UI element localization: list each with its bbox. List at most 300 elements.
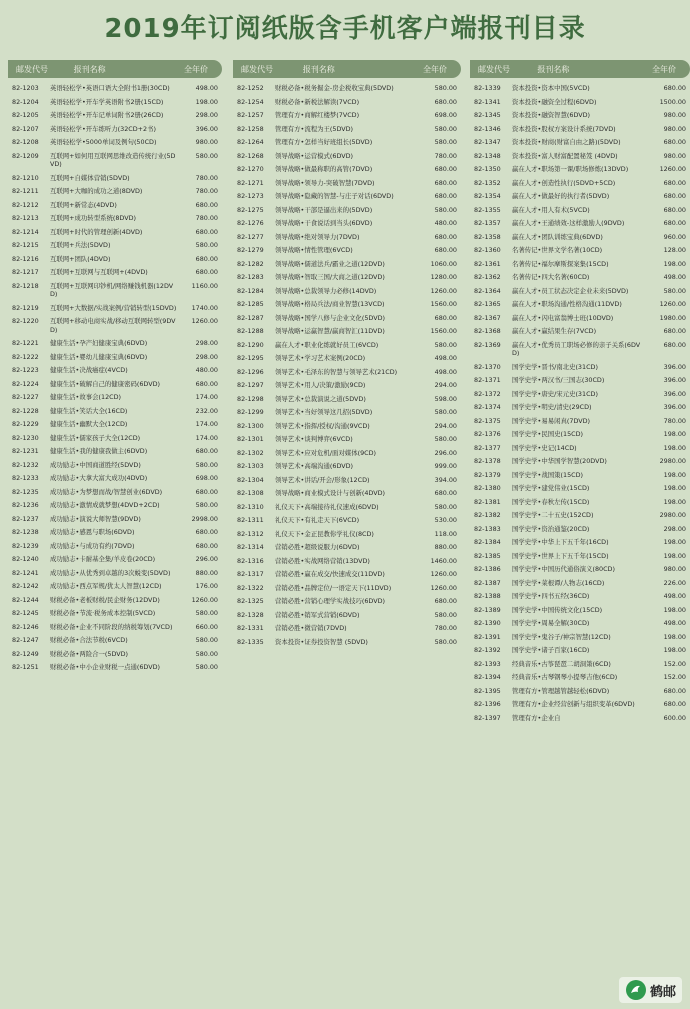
catalog-rows <box>233 82 461 649</box>
catalog-code: 82-1290 <box>237 340 264 349</box>
catalog-row <box>233 568 461 582</box>
column-header <box>470 60 690 78</box>
catalog-rows <box>8 82 222 675</box>
catalog-price: 118.00 <box>434 529 457 538</box>
catalog-row <box>233 555 461 569</box>
catalog-code: 82-1285 <box>237 300 264 308</box>
catalog-row <box>233 460 461 474</box>
catalog-price: 152.00 <box>663 659 686 668</box>
catalog-row <box>233 298 461 312</box>
catalog-code: 82-1257 <box>237 111 264 119</box>
catalog-code: 82-1381 <box>474 497 501 506</box>
catalog-price: 498.00 <box>663 273 686 281</box>
catalog-code: 82-1236 <box>12 501 39 509</box>
catalog-price: 680.00 <box>434 192 457 200</box>
catalog-price: 580.00 <box>195 649 218 658</box>
catalog-title: 财税必备•节流·税务成本控制(5VCD) <box>50 609 156 617</box>
catalog-price: 680.00 <box>434 313 457 322</box>
catalog-title: 营销必胜•品牌定位/一语定天下(11DVD) <box>275 583 392 592</box>
catalog-title: 国学史学•世界上下五千年(15CD) <box>512 551 609 560</box>
catalog-price: 580.00 <box>195 609 218 617</box>
catalog-row <box>8 212 222 226</box>
catalog-code: 82-1345 <box>474 111 501 119</box>
catalog-price: 680.00 <box>663 192 686 200</box>
catalog-price: 174.00 <box>195 420 218 428</box>
catalog-title: 领导艺术•用人/决策/激励(9CD) <box>275 381 366 389</box>
catalog-title: 领导战略•做最称职的高管(7DVD) <box>275 165 373 173</box>
catalog-price: 680.00 <box>434 165 457 173</box>
catalog-price: 1560.00 <box>430 300 457 308</box>
catalog-row <box>233 393 461 407</box>
catalog-code: 82-1223 <box>12 366 39 374</box>
catalog-column-1 <box>8 60 222 675</box>
catalog-row <box>233 123 461 137</box>
catalog-price: 680.00 <box>663 686 686 695</box>
catalog-title: 互联网+移动电商实战/移动互联网转型(9DVD) <box>50 317 176 334</box>
catalog-code: 82-1209 <box>12 151 39 160</box>
catalog-price: 680.00 <box>663 340 686 349</box>
catalog-row <box>233 109 461 123</box>
catalog-title: 财税必备•中小企业财税一点通(6DVD) <box>50 663 161 671</box>
catalog-code: 82-1227 <box>12 393 39 401</box>
catalog-row <box>233 339 461 353</box>
catalog-price: 198.00 <box>663 551 686 560</box>
catalog-code: 82-1371 <box>474 376 501 384</box>
catalog-code: 82-1228 <box>12 406 39 415</box>
catalog-title: 赢在人才•赢结果生存(7VCD) <box>512 327 597 335</box>
catalog-row <box>233 271 461 285</box>
catalog-title: 互联网+时代的管理创新(4DVD) <box>50 227 143 236</box>
catalog-price: 680.00 <box>663 138 686 146</box>
catalog-code: 82-1218 <box>12 281 39 290</box>
catalog-row <box>470 217 690 231</box>
catalog-title: 国学史学•民国史(15CD) <box>512 430 584 438</box>
catalog-code: 82-1276 <box>237 219 264 227</box>
catalog-row <box>8 472 222 486</box>
catalog-title: 财税必备•企业不同阶段的纳税筹划(7VCD) <box>50 622 173 631</box>
catalog-row <box>470 712 690 726</box>
catalog-price: 498.00 <box>434 354 457 362</box>
catalog-code: 82-1240 <box>12 555 39 563</box>
catalog-price: 680.00 <box>434 489 457 497</box>
catalog-price: 498.00 <box>663 592 686 600</box>
catalog-price: 580.00 <box>195 241 218 249</box>
catalog-price: 680.00 <box>434 597 457 605</box>
catalog-code: 82-1322 <box>237 583 264 592</box>
catalog-title: 领导战略•干部是逼出来的(5DVD) <box>275 205 373 214</box>
catalog-code: 82-1219 <box>12 303 39 312</box>
catalog-title: 成功励志•演说大师智慧(9DVD) <box>50 514 141 523</box>
catalog-row <box>470 550 690 564</box>
catalog-title: 领导艺术•高端沟通(6DVD) <box>275 462 354 470</box>
column-header <box>233 60 461 78</box>
catalog-title: 领导艺术•讲话/开会/形象(12CD) <box>275 475 370 484</box>
catalog-price: 176.00 <box>195 582 218 590</box>
catalog-price: 198.00 <box>663 443 686 452</box>
catalog-code: 82-1316 <box>237 556 264 565</box>
catalog-code: 82-1364 <box>474 286 501 295</box>
catalog-price: 198.00 <box>663 497 686 506</box>
catalog-title: 成功励志•西点军规/犹太人智慧(12CD) <box>50 582 162 590</box>
catalog-code: 82-1396 <box>474 700 501 708</box>
catalog-row <box>8 432 222 446</box>
catalog-row <box>470 604 690 618</box>
catalog-price: 999.00 <box>434 462 457 470</box>
catalog-code: 82-1220 <box>12 317 39 325</box>
catalog-title: 互联网+大数据/实战案例/营销转型(15DVD) <box>50 303 177 312</box>
catalog-title: 成功励志•卡耐基全集/羊皮卷(20CD) <box>50 555 156 563</box>
catalog-price: 198.00 <box>195 97 218 106</box>
catalog-code: 82-1360 <box>474 246 501 254</box>
catalog-price: 1260.00 <box>430 583 457 592</box>
catalog-row <box>470 285 690 299</box>
catalog-code: 82-1205 <box>12 111 39 119</box>
catalog-code: 82-1378 <box>474 457 501 465</box>
catalog-title: 领导艺术•应对危机/面对媒体(9CD) <box>275 448 377 457</box>
catalog-row <box>233 312 461 326</box>
catalog-title: 国学史学•两汉书/三国志(30CD) <box>512 376 605 384</box>
catalog-row <box>470 401 690 415</box>
header-price: 全年价 <box>652 64 676 74</box>
catalog-code: 82-1377 <box>474 443 501 452</box>
catalog-title: 健康生活•决战癌症(4VCD) <box>50 366 128 374</box>
catalog-code: 82-1365 <box>474 300 501 308</box>
catalog-row <box>233 190 461 204</box>
catalog-title: 互联网+团队(4DVD) <box>50 254 111 263</box>
page-title: 2019年订阅纸版含手机客户端报刊目录 <box>104 14 586 44</box>
catalog-price: 2998.00 <box>191 514 218 523</box>
catalog-code: 82-1392 <box>474 646 501 654</box>
catalog-row <box>470 482 690 496</box>
catalog-price: 580.00 <box>663 286 686 295</box>
catalog-title: 互联网+互联网与互联网+(4DVD) <box>50 268 148 276</box>
catalog-row <box>233 582 461 596</box>
catalog-row <box>8 109 222 123</box>
catalog-row <box>8 526 222 540</box>
catalog-price: 498.00 <box>663 619 686 627</box>
catalog-code: 82-1204 <box>12 97 39 106</box>
catalog-price: 1500.00 <box>659 97 686 106</box>
catalog-row <box>233 285 461 299</box>
catalog-title: 国学史学•春秋左传(15CD) <box>512 497 590 506</box>
catalog-title: 国学史学•诸子百家(16CD) <box>512 646 590 654</box>
catalog-title: 经典音乐•古筝琵琶二胡洞箫(6CD) <box>512 659 611 668</box>
catalog-price: 680.00 <box>663 84 686 92</box>
catalog-code: 82-1252 <box>237 84 264 92</box>
catalog-row <box>470 442 690 456</box>
catalog-row <box>233 325 461 339</box>
catalog-row <box>8 499 222 513</box>
catalog-row <box>233 150 461 164</box>
catalog-title: 英语轻松学•5000单词及例句(50CD) <box>50 138 157 146</box>
catalog-row <box>233 406 461 420</box>
catalog-row <box>470 617 690 631</box>
catalog-title: 健康生活•婴幼儿健康宝典(6DVD) <box>50 352 148 361</box>
catalog-price: 174.00 <box>195 433 218 442</box>
catalog-code: 82-1348 <box>474 151 501 160</box>
catalog-row <box>470 374 690 388</box>
catalog-title: 领导战略•商业模式设计与创新(4DVD) <box>275 489 386 497</box>
catalog-title: 成功励志•与成功有约(7DVD) <box>50 541 135 550</box>
catalog-code: 82-1268 <box>237 151 264 160</box>
catalog-code: 82-1230 <box>12 433 39 442</box>
catalog-code: 82-1375 <box>474 416 501 425</box>
catalog-price: 498.00 <box>434 367 457 376</box>
catalog-row <box>470 231 690 245</box>
catalog-row <box>233 474 461 488</box>
catalog-row <box>8 459 222 473</box>
catalog-title: 成功励志•从优秀到卓越的3次蜕变(5DVD) <box>50 568 171 577</box>
catalog-title: 互联网+新常态(4DVD) <box>50 200 117 209</box>
catalog-price: 1160.00 <box>191 281 218 290</box>
catalog-code: 82-1254 <box>237 97 264 106</box>
catalog-row <box>233 501 461 515</box>
catalog-title: 赢在人才•创造性执行(5DVD+5CD) <box>512 178 616 187</box>
catalog-price: 680.00 <box>195 254 218 263</box>
catalog-price: 1740.00 <box>191 303 218 312</box>
catalog-title: 英语轻松学•开车练听力(32CD+2书) <box>50 124 156 133</box>
catalog-row <box>470 509 690 523</box>
catalog-row <box>470 577 690 591</box>
catalog-title: 国学史学•资治通鉴(20CD) <box>512 524 590 533</box>
catalog-price: 680.00 <box>434 178 457 187</box>
catalog-price: 580.00 <box>195 501 218 509</box>
catalog-row <box>8 82 222 96</box>
catalog-price: 298.00 <box>663 524 686 533</box>
catalog-code: 82-1346 <box>474 124 501 133</box>
catalog-row <box>233 609 461 623</box>
catalog-code: 82-1397 <box>474 713 501 722</box>
catalog-title: 互联网+兵法(5DVD) <box>50 241 111 249</box>
catalog-price: 294.00 <box>434 381 457 389</box>
catalog-title: 国学史学•四书五经(36CD) <box>512 592 590 600</box>
catalog-code: 82-1352 <box>474 178 501 187</box>
catalog-price: 680.00 <box>195 541 218 550</box>
catalog-code: 82-1258 <box>237 124 264 133</box>
catalog-price: 294.00 <box>434 421 457 430</box>
catalog-row <box>8 226 222 240</box>
catalog-title: 礼仪天下•金正昆教你学礼仪(8CD) <box>275 529 374 538</box>
catalog-price: 680.00 <box>663 219 686 227</box>
catalog-code: 82-1312 <box>237 529 264 538</box>
catalog-code: 82-1241 <box>12 568 39 577</box>
catalog-title: 财税必备•两险合一(5DVD) <box>50 649 129 658</box>
catalog-price: 960.00 <box>663 232 686 241</box>
header-code: 邮发代号 <box>241 64 273 74</box>
catalog-price: 1980.00 <box>659 313 686 322</box>
catalog-code: 82-1215 <box>12 241 39 249</box>
catalog-price: 296.00 <box>195 555 218 563</box>
catalog-row <box>233 366 461 380</box>
catalog-column-2 <box>233 60 461 649</box>
catalog-row <box>470 123 690 137</box>
catalog-price: 580.00 <box>434 340 457 349</box>
catalog-row <box>8 364 222 378</box>
catalog-title: 经典音乐•古琴钢琴小提琴吉他(6CD) <box>512 673 618 681</box>
catalog-code: 82-1388 <box>474 592 501 600</box>
catalog-row <box>470 136 690 150</box>
catalog-price: 880.00 <box>195 568 218 577</box>
catalog-row <box>8 280 222 302</box>
catalog-code: 82-1237 <box>12 514 39 523</box>
catalog-title: 领导战略•干食说话到当头(6DVD) <box>275 219 373 227</box>
catalog-title: 成功励志•中国商道胜经(5DVD) <box>50 460 141 469</box>
catalog-price: 600.00 <box>663 713 686 722</box>
catalog-title: 领导战略•总裁领导力必修(14DVD) <box>275 286 377 295</box>
catalog-row <box>8 123 222 137</box>
catalog-price: 580.00 <box>434 435 457 443</box>
catalog-code: 82-1299 <box>237 408 264 416</box>
catalog-row <box>8 594 222 608</box>
catalog-row <box>8 607 222 621</box>
catalog-code: 82-1217 <box>12 268 39 276</box>
catalog-title: 赢在人才•团队训练宝典(6DVD) <box>512 232 603 241</box>
catalog-title: 领导战略•格局兵法/商业智慧(13VCD) <box>275 300 385 308</box>
catalog-price: 780.00 <box>434 151 457 160</box>
catalog-price: 298.00 <box>195 339 218 347</box>
catalog-title: 管理有方•怎样当好班组长(5DVD) <box>275 138 373 146</box>
catalog-price: 530.00 <box>434 516 457 524</box>
catalog-code: 82-1383 <box>474 524 501 533</box>
catalog-code: 82-1368 <box>474 327 501 335</box>
catalog-price: 980.00 <box>663 111 686 119</box>
catalog-row <box>470 361 690 375</box>
catalog-row <box>233 541 461 555</box>
catalog-title: 财税必备•新税法解读(7VCD) <box>275 97 360 106</box>
catalog-price: 480.00 <box>434 219 457 227</box>
catalog-title: 健康生活•孕产妇健康宝典(6DVD) <box>50 339 148 347</box>
catalog-price: 296.00 <box>434 448 457 457</box>
catalog-price: 660.00 <box>195 622 218 631</box>
catalog-code: 82-1300 <box>237 421 264 430</box>
catalog-code: 82-1347 <box>474 138 501 146</box>
catalog-code: 82-1239 <box>12 541 39 550</box>
catalog-code: 82-1229 <box>12 420 39 428</box>
catalog-code: 82-1242 <box>12 582 39 590</box>
catalog-row <box>233 136 461 150</box>
catalog-row <box>470 415 690 429</box>
catalog-title: 领导战略•绝对领导力(7DVD) <box>275 232 360 241</box>
catalog-title: 领导战略•国学八修与企业文化(5DVD) <box>275 313 386 322</box>
catalog-price: 1280.00 <box>430 273 457 281</box>
catalog-code: 82-1369 <box>474 340 501 349</box>
catalog-title: 互联网+互联网印钞机/网络赚钱机器(12DVD) <box>50 281 174 298</box>
catalog-title: 赢在人才•职业化练就好员工(6VCD) <box>275 340 379 349</box>
catalog-title: 管理有方•企业自 <box>512 713 561 722</box>
catalog-title: 领导战略•儒道法兵/霸业之道(12DVD) <box>275 259 385 268</box>
catalog-title: 赢在人才•优秀员工职场必修的亲子关系(6DVD) <box>512 340 641 357</box>
catalog-price: 980.00 <box>195 138 218 146</box>
catalog-price: 680.00 <box>663 205 686 214</box>
catalog-price: 980.00 <box>663 565 686 573</box>
catalog-price: 1260.00 <box>430 286 457 295</box>
catalog-code: 82-1275 <box>237 205 264 214</box>
catalog-row <box>470 428 690 442</box>
catalog-price: 198.00 <box>663 470 686 479</box>
catalog-row <box>8 553 222 567</box>
catalog-title: 资本投资•财商(财富自由之路)(5DVD) <box>512 138 621 146</box>
catalog-price: 198.00 <box>663 259 686 268</box>
catalog-price: 680.00 <box>663 178 686 187</box>
catalog-row <box>470 698 690 712</box>
catalog-title: 财税必备•老板财税/民企财务(12DVD) <box>50 595 160 604</box>
catalog-code: 82-1328 <box>237 610 264 619</box>
catalog-price: 1260.00 <box>191 595 218 604</box>
catalog-row <box>8 253 222 267</box>
header-code: 邮发代号 <box>16 64 48 74</box>
catalog-price: 1260.00 <box>191 317 218 325</box>
catalog-price: 226.00 <box>663 578 686 587</box>
catalog-code: 82-1244 <box>12 595 39 604</box>
catalog-price: 394.00 <box>434 475 457 484</box>
catalog-title: 成功励志•为梦想而战/智慧创业(6DVD) <box>50 487 163 496</box>
catalog-price: 680.00 <box>434 246 457 254</box>
catalog-price: 198.00 <box>663 538 686 546</box>
catalog-code: 82-1384 <box>474 538 501 546</box>
catalog-row <box>233 420 461 434</box>
catalog-title: 国学史学•易易闲真(7DVD) <box>512 416 591 425</box>
catalog-code: 82-1212 <box>12 200 39 209</box>
catalog-row <box>470 325 690 339</box>
catalog-price: 780.00 <box>195 173 218 182</box>
catalog-row <box>233 231 461 245</box>
catalog-code: 82-1389 <box>474 605 501 614</box>
catalog-row <box>470 455 690 469</box>
catalog-row <box>8 239 222 253</box>
catalog-title: 国学史学•战国策(15CD) <box>512 470 584 479</box>
catalog-code: 82-1362 <box>474 273 501 281</box>
catalog-title: 国学史学•中华国学智慧(20DVD) <box>512 457 607 465</box>
catalog-code: 82-1238 <box>12 528 39 536</box>
header-name: 报刊名称 <box>537 64 570 74</box>
catalog-title: 英语轻松学•英语口语大全附书1册(30CD) <box>50 84 170 92</box>
catalog-code: 82-1303 <box>237 462 264 470</box>
catalog-price: 1260.00 <box>430 570 457 578</box>
catalog-title: 成功励志•激情成就梦想(4DVD+2CD) <box>50 501 160 509</box>
catalog-title: 领导艺术•总裁演说之道(5DVD) <box>275 394 366 403</box>
catalog-code: 82-1277 <box>237 232 264 241</box>
catalog-row <box>8 540 222 554</box>
catalog-code: 82-1284 <box>237 286 264 295</box>
catalog-code: 82-1247 <box>12 636 39 644</box>
catalog-price: 1060.00 <box>430 259 457 268</box>
catalog-code: 82-1374 <box>474 403 501 411</box>
catalog-rows <box>470 82 690 725</box>
catalog-title: 管理有方•流程为王(5DVD) <box>275 124 354 133</box>
catalog-row <box>8 136 222 150</box>
catalog-title: 资本投资•证券投资智慧 (5DVD) <box>275 637 368 646</box>
catalog-code: 82-1370 <box>474 362 501 371</box>
catalog-title: 国学史学•晋书/南北史(31CD) <box>512 362 598 371</box>
header-code: 邮发代号 <box>478 64 510 74</box>
catalog-row <box>233 204 461 218</box>
catalog-row <box>470 685 690 699</box>
catalog-price: 2980.00 <box>659 511 686 519</box>
catalog-price: 580.00 <box>434 502 457 511</box>
catalog-code: 82-1380 <box>474 484 501 492</box>
catalog-code: 82-1393 <box>474 659 501 668</box>
catalog-title: 国学史学•中华上下五千年(16CD) <box>512 538 609 546</box>
catalog-code: 82-1295 <box>237 354 264 362</box>
header-name: 报刊名称 <box>73 64 106 74</box>
catalog-code: 82-1386 <box>474 565 501 573</box>
catalog-price: 1460.00 <box>430 556 457 565</box>
catalog-row <box>8 634 222 648</box>
catalog-row <box>470 644 690 658</box>
catalog-price: 298.00 <box>195 111 218 119</box>
catalog-title: 营销必胜•超级说服力(6DVD) <box>275 543 360 551</box>
catalog-row <box>470 163 690 177</box>
